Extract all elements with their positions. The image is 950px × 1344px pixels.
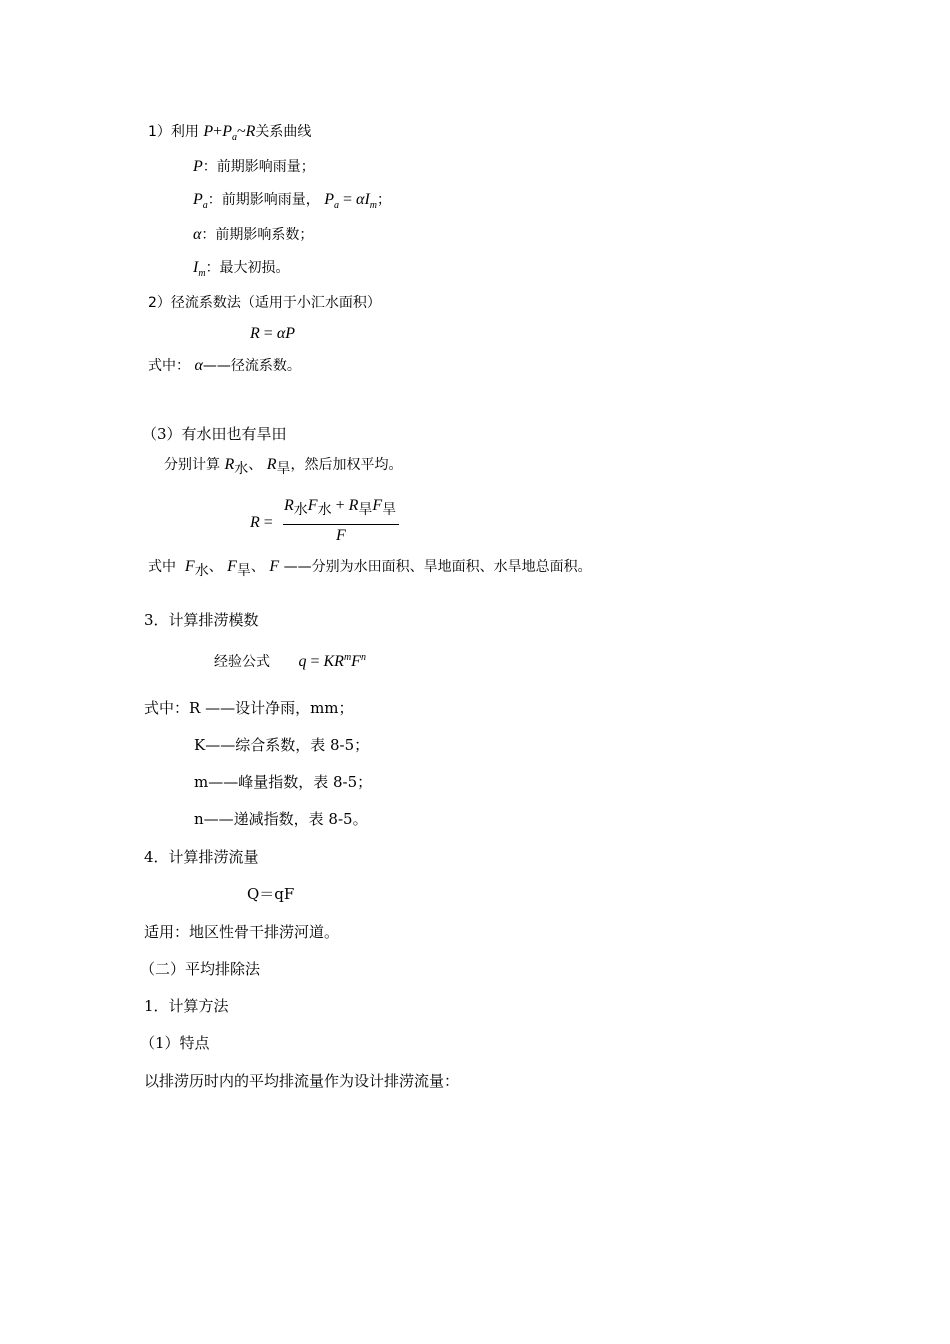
item1-prefix: 1）利用	[148, 124, 199, 140]
item1-suffix: 关系曲线	[255, 124, 312, 140]
param-n: n——递减指数，表 8-5。	[194, 810, 368, 828]
def-p: P：前期影响雨量；	[193, 158, 315, 175]
flow-heading: 4．计算排涝流量	[144, 848, 259, 866]
def-im: $I_m$：最大初损。	[193, 259, 290, 279]
section3-intro: 分别计算 $R_水$、 $R_旱$，然后加权平均。	[164, 456, 403, 477]
section3-heading: （3）有水田也有旱田	[142, 425, 287, 443]
modulus-formula: 经验公式 $q = KR^mF^n$	[214, 652, 366, 670]
item2-formula: R = αP	[250, 325, 295, 342]
def-pa: $P_a$：前期影响雨量， $P_a = \alpha I_m$；	[193, 191, 392, 211]
item2-where: 式中： α——径流系数。	[148, 357, 301, 374]
section3-where: 式中 $F_水$、 $F_旱$、 F ——分别为水田面积、旱地面积、水旱地总面积。	[148, 558, 592, 579]
average-sub2: （1）特点	[140, 1034, 210, 1052]
average-heading: （二）平均排除法	[140, 960, 261, 978]
pa-formula: $P_a = \alpha I_m$	[324, 191, 378, 211]
item1-formula: $P+P_a\sim R$	[203, 123, 256, 143]
fraction-bar	[283, 524, 399, 525]
modulus-where: 式中：R ——设计净雨，mm；	[144, 699, 354, 717]
flow-formula: Q＝qF	[247, 885, 295, 903]
def-alpha: α：前期影响系数；	[193, 226, 314, 243]
modulus-heading: 3．计算排涝模数	[144, 611, 259, 629]
average-text: 以排涝历时内的平均排流量作为设计排涝流量：	[144, 1072, 460, 1090]
param-k: K——综合系数，表 8-5；	[194, 736, 370, 754]
flow-applicable: 适用：地区性骨干排涝河道。	[144, 923, 340, 941]
item1-line	[148, 122, 311, 142]
item2-heading: 2）径流系数法（适用于小汇水面积）	[148, 295, 381, 311]
average-sub1: 1．计算方法	[144, 997, 229, 1015]
param-m: m——峰量指数，表 8-5；	[194, 773, 373, 791]
